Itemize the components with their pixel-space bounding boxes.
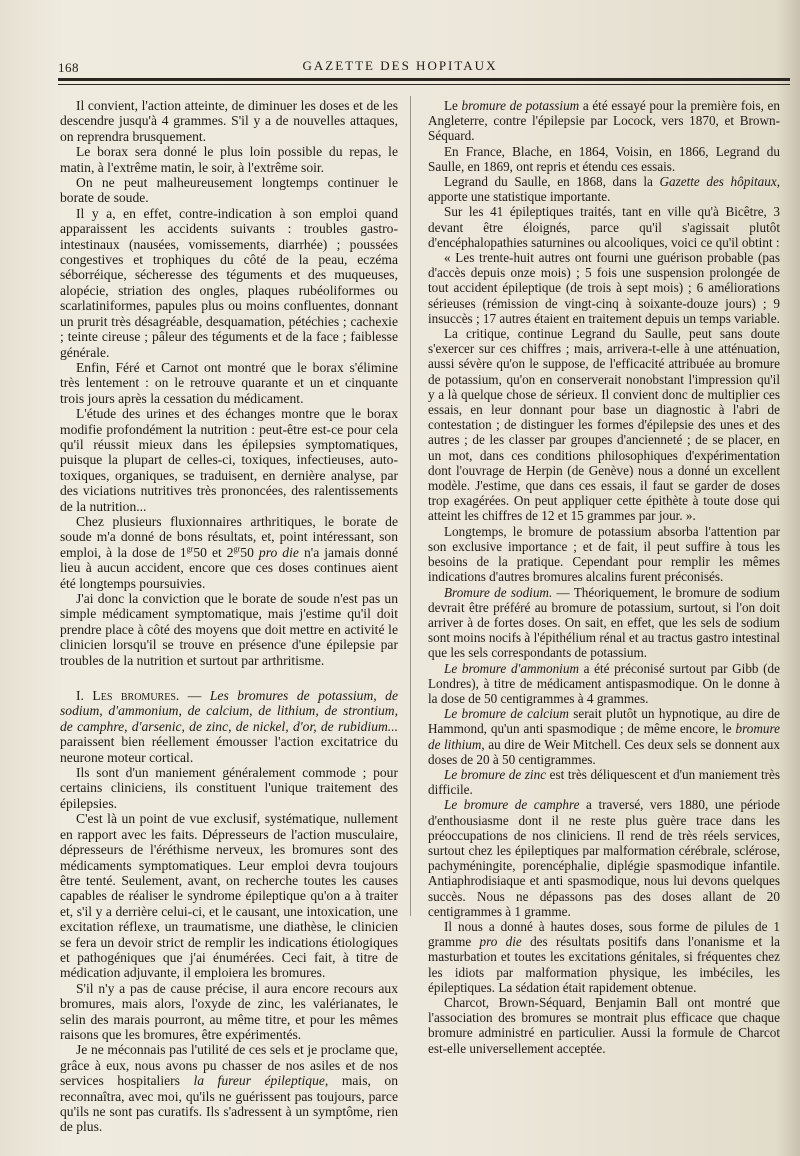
paragraph [428, 585, 780, 661]
column-divider [410, 96, 411, 916]
text-run: — Théoriquement, le bromure de sodium devrait être préféré au bromure de potassium, surtout, si l'on doit arriver à de fortes doses. On sait, en effet, que les sels de sodium sont moins nocifs à l'épithélium rénal et au tractus gastro intestinal que les sels correspondants de potassium. [428, 584, 781, 661]
text-run: paraissent bien réellement émousser l'action excitatrice du neurone moteur cortical. [60, 734, 398, 765]
paragraph: J'ai donc la conviction que le borate de soude n'est pas un simple médicament symptomatique, mais j'estime qu'il doit prendre place à côté des moyens que doit mettre en activité le clinicien lorsqu'il se trouve en présence d'une épilepsie par troubles de la nutrition et surtout par arthritisme. [60, 591, 398, 668]
italic-text: Bromure de sodium. [444, 584, 553, 600]
text-run: Chez plusieurs fluxionnaires arthritiques, le borate de soude m'a donné de bons résultats, et, point intéressant, son emploi, à la dose de 1 [60, 513, 398, 560]
paragraph [60, 514, 398, 591]
italic-text: bromure de potassium [461, 98, 580, 113]
italic-text: Le bromure de camphre [444, 797, 580, 813]
paragraph [428, 797, 780, 919]
paragraph: Sur les 41 épileptiques traités, tant en ville qu'à Bicêtre, 3 devant être éloignés, parce qu'il s'agissait plutôt d'encéphalopathies saturnines ou alcooliques, voici ce qu'il obtint : [428, 204, 780, 250]
quotation: « Les trente-huit autres ont fourni une guérison probable (pas d'accès depuis onze mois) ; 5 fois une suspension prolongée de tout accident épileptique (de trois à sept mois) ; 6 améliorations sérieuses (rémission de vingt-cinq à soixante-douze jours) ; 9 insuccès ; 17 autres étaient en traitement depuis un temps variable. [428, 250, 780, 326]
italic-text: Les bromures de potassium, de sodium, d'ammonium, de calcium, de lithium, de strontium, de camphre, d'arsenic, de zinc, de nickel, d'or, de rubidium... [60, 688, 399, 734]
paragraph: Le borax sera donné le plus loin possible du repas, le matin, à l'extrême matin, le soir, à l'extrême soir. [60, 144, 398, 175]
italic-text: Le bromure d'ammonium [444, 660, 579, 676]
italic-text: bromure de lithium [428, 721, 780, 752]
right-column [428, 98, 780, 1056]
italic-text: Le bromure de zinc [444, 766, 547, 782]
page-number: 168 [58, 60, 79, 75]
text-run: , au dire de Weir Mitchell. Ces deux sels se donnent aux doses de 20 à 50 centigrammes. [428, 736, 780, 767]
paragraph: Ils sont d'un maniement généralement commode ; pour certains cliniciens, ils constituent l'unique traitement des épilepsies. [60, 765, 398, 811]
header-rule-thin [58, 84, 790, 85]
paragraph: En France, Blache, en 1864, Voisin, en 1866, Legrand du Saulle, en 1869, ont repris et étendu ces essais. [428, 143, 780, 174]
text-run: a traversé, vers 1880, une période d'enthousiasme dont il ne reste plus guère trace dans les préoccupations de nos cliniciens. Il rend de très réels services, surtout chez les épileptiques par malformation cérébrale, sclérose, pachyméningite, porencéphalie, diplégie spasmodique infantile. Antiaphrodisiaque et anti spasmodique, nous lui devons quelques succès. Nous ne dépassons pas des doses allant de 20 centigrammes à 1 gramme. [428, 797, 780, 919]
paragraph: On ne peut malheureusement longtemps continuer le borate de soude. [60, 175, 398, 206]
header-rule-thick [58, 78, 790, 81]
paragraph: C'est là un point de vue exclusif, systématique, nullement en rapport avec les faits. Dépresseurs de l'action musculaire, dépresseurs de l'éréthisme nerveux, les bromures sont des médicaments symptomatiques. Leur emploi devra toujours être tenté. Seulement, avant, on recherche toutes les causes capables de réaliser le syndrome épileptique qu'on a à traiter et, s'il y a derrière celui-ci, et le causant, une intoxication, une excitation réflexe, un traumatisme, une diathèse, le clinicien se fera un devoir strict de remplir les indications étiologiques et pathogéniques que j'ai énumérées. Ceci fait, à titre de médication adjuvante, il emploiera les bromures. [60, 811, 398, 981]
paragraph: Longtemps, le bromure de potassium absorba l'attention par son exclusive importance ; et de fait, il peut suffire à tous les besoins de la pratique. Cependant pour remplir les mêmes indications d'autres bromures alcalins furent préconisés. [428, 523, 780, 585]
running-title: GAZETTE DES HOPITAUX [302, 58, 498, 73]
paragraph [428, 661, 780, 707]
text-run: est très déliquescent et d'un maniement très difficile. [428, 766, 780, 798]
superscript: gr [233, 544, 241, 554]
text-run: Je ne méconnais pas l'utilité de ces sels et je proclame que, grâce à eux, nous avons pu chasser de nos asiles et de nos services hospitaliers [60, 1042, 398, 1089]
text-run: Il nous a donné à hautes doses, sous forme de pilules de 1 gramme [428, 918, 780, 950]
italic-text: pro die [258, 544, 299, 560]
text-run: 50 [240, 544, 259, 560]
paragraph [428, 767, 780, 797]
paragraph [60, 1042, 398, 1134]
text-run: a été préconisé surtout par Gibb (de Londres), à titre de médicament antispasmodique. On le donne à la dose de 50 centigrammes à 4 grammes. [428, 660, 780, 706]
paragraph [428, 174, 780, 204]
text-run: , apporte une statistique importante. [428, 174, 780, 205]
text-run: , mais, on reconnaîtra, avec moi, qu'ils ne guérissent pas toujours, parce qu'ils ne sont pas curatifs. Ils s'adressent à un symptôme, rien de plus. [60, 1073, 398, 1135]
paragraph: Il y a, en effet, contre-indication à son emploi quand apparaissent les accidents suivants : troubles gastro-intestinaux (nausées, vomissements, diarrhée) ; poussées congestives et trophiques du côté de la peau, eczéma séborréique, sécheresse des téguments et des muqueuses, alopécie, striation des ongles, plaques rubéoliformes ou scarlatiniformes, papules plus ou moins confluentes, donnant un prurit très désagréable, desquamation, pétéchies ; cachexie ; teinte cireuse ; pâleur des téguments et de la face ; faiblesse générale. [60, 205, 398, 360]
paragraph: Enfin, Féré et Carnot ont montré que le borax s'élimine très lentement : on le retrouve quarante et un et cinquante trois jours après la cessation du médicament. [60, 359, 398, 406]
paragraph [428, 98, 780, 144]
italic-text: Le bromure de calcium [444, 706, 569, 722]
paragraph: Charcot, Brown-Séquard, Benjamin Ball ont montré que l'association des bromures se montrait plus efficace que chaque bromure administré en particulier. Aussi la formule de Charcot est-elle universellement acceptée. [428, 994, 780, 1056]
paragraph: La critique, continue Legrand du Saulle, peut sans doute s'exercer sur ces chiffres ; mais, arrivera-t-elle à une atténuation, aussi sévère qu'on le suppose, de l'efficacité attribuée au bromure de potassium, qu'on en conserverait nonobstant l'impression qu'il y a là quelque chose de sérieux. Il convient donc de multiplier ces essais, en leur donnant pour base un diagnostic à l'abri de contestation ; de distinguer les formes d'épilepsie des unes et des autres ; de les classer par groupes d'ancienneté ; de se placer, en un mot, dans ces conditions philosophiques d'expérimentation dont l'ouvrage de Herpin (de Genève) nous a donné un excellent modèle. J'estime, que dans ces essais, il faut se garder de doses trop exagérées. On peut appliquer cette épithète à toute dose qui atteint les chiffres de 12 et 15 grammes par jour. ». [428, 326, 780, 524]
superscript: gr [186, 544, 194, 554]
section-heading-paragraph [60, 688, 398, 765]
section-heading: I. Les bromures. [76, 688, 180, 704]
italic-text: Gazette des hôpitaux [659, 174, 777, 190]
text-run: des résultats positifs dans l'onanisme et la masturbation et toutes les excitations génitales, si fréquentes chez les idiots par malformation physique, les imbéciles, les épileptiques. La sédation était rapidement obtenue. [428, 934, 780, 995]
text-run: — [179, 688, 210, 704]
paragraph [428, 919, 780, 995]
left-column [60, 98, 398, 1135]
text-run: Legrand du Saulle, en 1868, dans la [444, 174, 660, 190]
text-run: n'a jamais donné lieu à aucun accident, encore que ces doses continues aient été longtemps poursuivies. [60, 544, 398, 591]
paragraph: S'il n'y a pas de cause précise, il aura encore recours aux bromures, mais alors, l'oxyde de zinc, les valérianates, le selin des marais pourront, au même titre, et pour les mêmes raisons que les bromures, être expérimentés. [60, 980, 398, 1042]
text-run: Le [444, 98, 462, 113]
text-run: 50 et 2 [193, 544, 234, 560]
italic-text: pro die [479, 934, 522, 950]
paragraph: Il convient, l'action atteinte, de diminuer les doses et de les descendre jusqu'à 4 grammes. S'il y a de nouvelles attaques, on reprendra brusquement. [60, 98, 398, 144]
paragraph: L'étude des urines et des échanges montre que le borax modifie profondément la nutrition : peut-être est-ce pour cela qu'il réussit mieux dans les épilepsies symptomatiques, puisque la plupart de celles-ci, toxiques, infectieuses, auto-toxiques, organiques, se traduisent, en dernière analyse, par des viciations nutritives très prononcées, des ralentissements de la nutrition... [60, 406, 398, 514]
italic-text: la fureur épileptique [193, 1073, 325, 1089]
text-run: a été essayé pour la première fois, en Angleterre, contre l'épilepsie par Locock, vers 1870, et Brown-Séquard. [428, 98, 780, 144]
text-run: serait plutôt un hypnotique, au dire de Hammond, qu'un anti spasmodique ; de même encore, le [428, 706, 780, 737]
paragraph [428, 706, 780, 767]
